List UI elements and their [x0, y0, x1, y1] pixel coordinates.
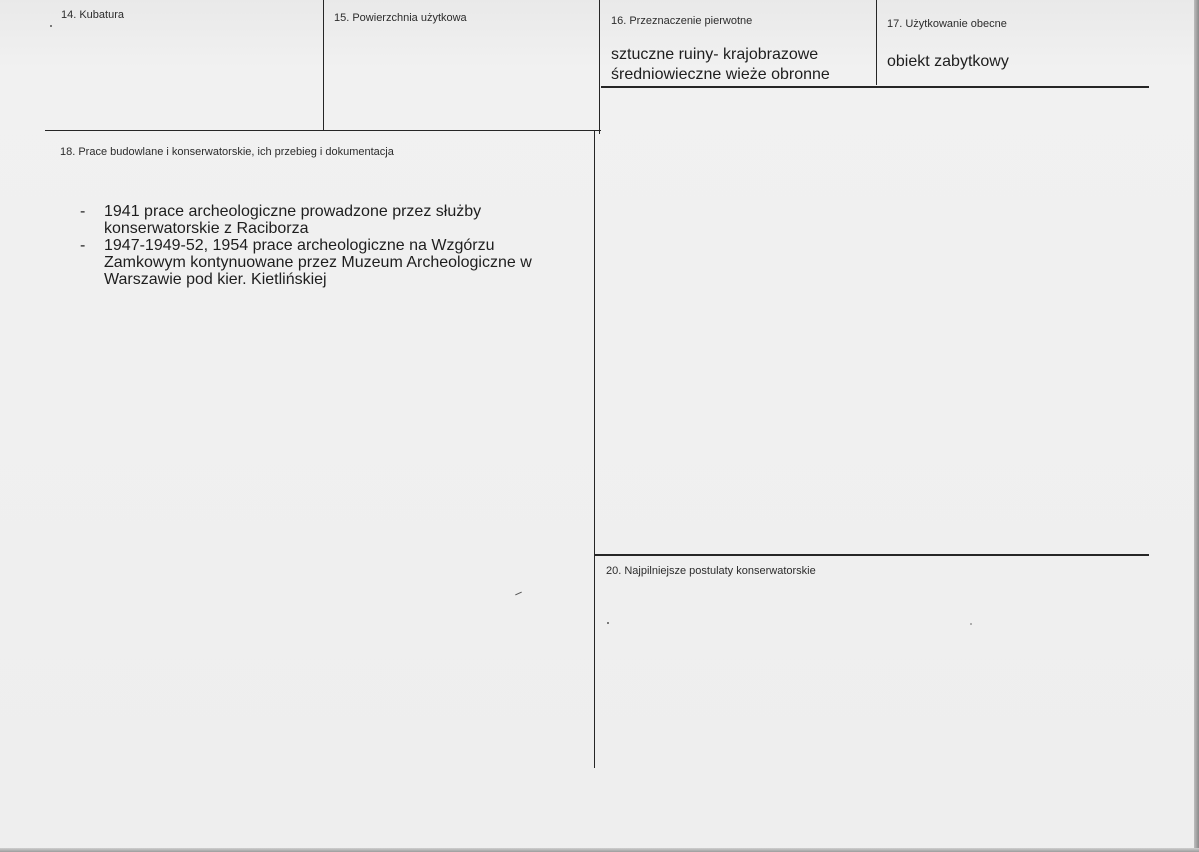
- list-item-line: Zamkowym kontynuowane przez Muzeum Archeologiczne w: [104, 254, 532, 271]
- scan-speck: [50, 25, 52, 27]
- field-17-value: obiekt zabytkowy: [887, 53, 1009, 70]
- rule-under-16-17: [601, 86, 1149, 88]
- field-17-label: 17. Użytkowanie obecne: [887, 18, 1007, 30]
- field-16-value-line-2: średniowieczne wieże obronne: [611, 66, 830, 83]
- list-item-line: Warszawie pod kier. Kietlińskiej: [104, 271, 327, 288]
- divider-15-16: [599, 0, 600, 134]
- list-dash: -: [80, 237, 86, 254]
- list-item: [80, 237, 574, 288]
- field-16-label: 16. Przeznaczenie pierwotne: [611, 15, 753, 27]
- divider-left-right: [594, 131, 595, 768]
- field-15-label: 15. Powierzchnia użytkowa: [334, 12, 467, 24]
- scan-speck: [970, 623, 972, 625]
- rule-under-14-15: [45, 130, 601, 131]
- list-dash: -: [80, 203, 86, 220]
- scan-speck: [515, 592, 522, 596]
- divider-14-15: [323, 0, 324, 131]
- divider-16-17: [876, 0, 877, 85]
- rule-above-20: [595, 554, 1149, 556]
- list-item-line: konserwatorskie z Raciborza: [104, 220, 309, 237]
- list-item: [80, 203, 574, 237]
- field-16-value-line-1: sztuczne ruiny- krajobrazowe: [611, 46, 819, 63]
- field-14-label: 14. Kubatura: [61, 9, 124, 21]
- list-item-line: 1947-1949-52, 1954 prace archeologiczne na Wzgórzu: [104, 237, 495, 254]
- field-20-label: 20. Najpilniejsze postulaty konserwatorskie: [606, 565, 816, 577]
- field-18-label: 18. Prace budowlane i konserwatorskie, ich przebieg i dokumentacja: [60, 146, 394, 158]
- field-18-list: [80, 203, 574, 288]
- scan-edge-right: [1194, 0, 1199, 852]
- scan-speck: [607, 622, 609, 624]
- list-item-line: 1941 prace archeologiczne prowadzone przez służby: [104, 203, 482, 220]
- scan-edge-bottom: [0, 848, 1199, 852]
